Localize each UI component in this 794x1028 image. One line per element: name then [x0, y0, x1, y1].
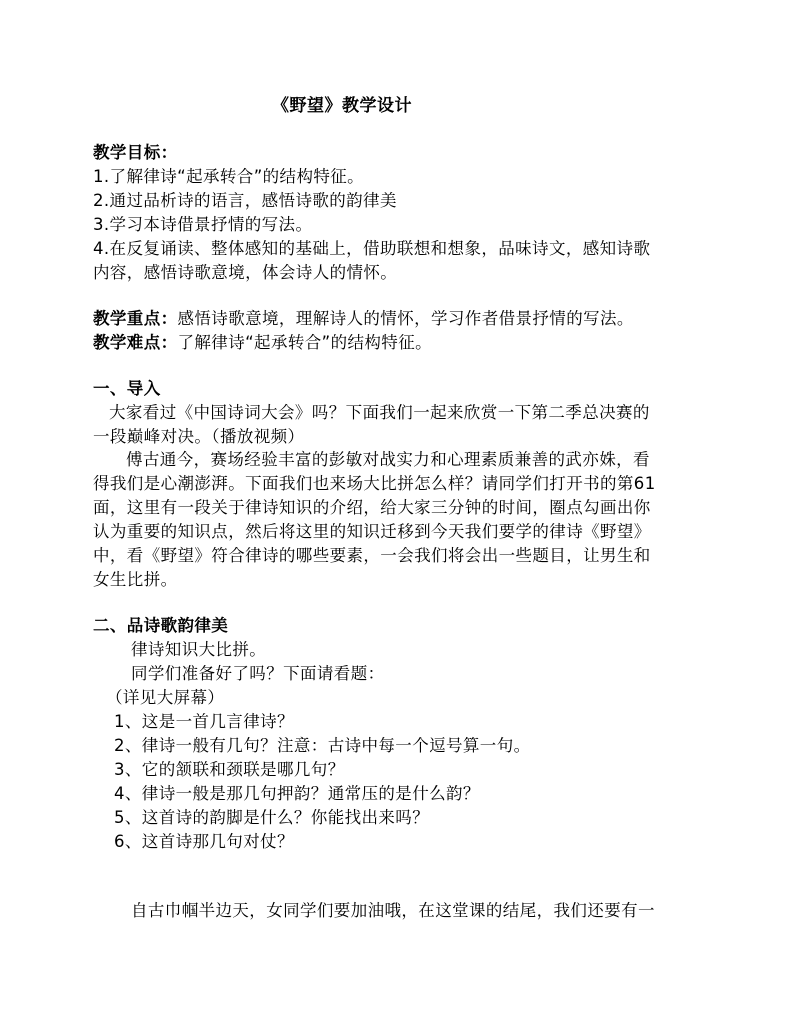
section1-heading: 一、导入 — [93, 379, 161, 398]
objective-item: 1.了解律诗“起承转合”的结构特征。 — [93, 167, 365, 186]
section2-heading: 二、品诗歌韵律美 — [93, 616, 229, 635]
key-points — [93, 307, 634, 331]
question-item: 6、这首诗那几句对仗？ — [114, 832, 294, 851]
paragraph-line: 傅古通今，赛场经验丰富的彭敏对战实力和心理素质兼善的武亦姝，看 — [126, 450, 650, 469]
closing-paragraph-line: 自古巾帼半边天，女同学们要加油哦，在这堂课的结尾，我们还要有一 — [131, 901, 655, 920]
paragraph-line: 女生比拼。 — [93, 570, 178, 589]
key-points-label: 教学重点： — [93, 309, 178, 328]
section2-intro-line: 同学们准备好了吗？下面请看题： — [131, 664, 385, 683]
paragraph-line: 认为重要的知识点，然后将这里的知识迁移到今天我们要学的律诗《野望》 — [93, 522, 651, 541]
paragraph-line: 大家看过《中国诗词大会》吗？下面我们一起来欣赏一下第二季总决赛的 — [109, 403, 650, 422]
document-title: 《野望》教学设计 — [272, 96, 412, 116]
question-item: 2、律诗一般有几句？注意：古诗中每一个逗号算一句。 — [114, 736, 531, 755]
question-item: 4、律诗一般是那几句押韵？通常压的是什么韵？ — [114, 784, 480, 803]
objective-item-continued: 内容，感悟诗歌意境，体会诗人的情怀。 — [93, 263, 398, 282]
section2-intro-line: 律诗知识大比拼。 — [131, 640, 267, 659]
difficult-points-text: 了解律诗“起承转合”的结构特征。 — [177, 333, 432, 352]
paragraph-line: 面，这里有一段关于律诗知识的介绍，给大家三分钟的时间，圈点勾画出你 — [93, 498, 651, 517]
question-item: 3、它的颔联和颈联是哪几句？ — [114, 760, 345, 779]
section2-intro-line: （详见大屏幕） — [106, 688, 225, 707]
paragraph-line: 一段巅峰对决。（播放视频） — [93, 427, 305, 446]
objectives-heading: 教学目标： — [93, 143, 178, 162]
objective-item: 4.在反复诵读、整体感知的基础上，借助联想和想象，品味诗文，感知诗歌 — [93, 239, 651, 258]
objective-item: 3.学习本诗借景抒情的写法。 — [93, 215, 313, 234]
objective-item: 2.通过品析诗的语言，感悟诗歌的韵律美 — [93, 191, 397, 210]
question-item: 5、这首诗的韵脚是什么？你能找出来吗？ — [114, 808, 430, 827]
difficult-points-label: 教学难点： — [93, 333, 178, 352]
paragraph-line: 中，看《野望》符合律诗的哪些要素，一会我们将会出一些题目，让男生和 — [93, 546, 651, 565]
question-item: 1、这是一首几言律诗？ — [114, 712, 294, 731]
paragraph-line: 得我们是心潮澎湃。下面我们也来场大比拼怎么样？请同学们打开书的第61 — [93, 474, 656, 493]
difficult-points — [93, 331, 432, 355]
key-points-text: 感悟诗歌意境，理解诗人的情怀，学习作者借景抒情的写法。 — [177, 309, 634, 328]
